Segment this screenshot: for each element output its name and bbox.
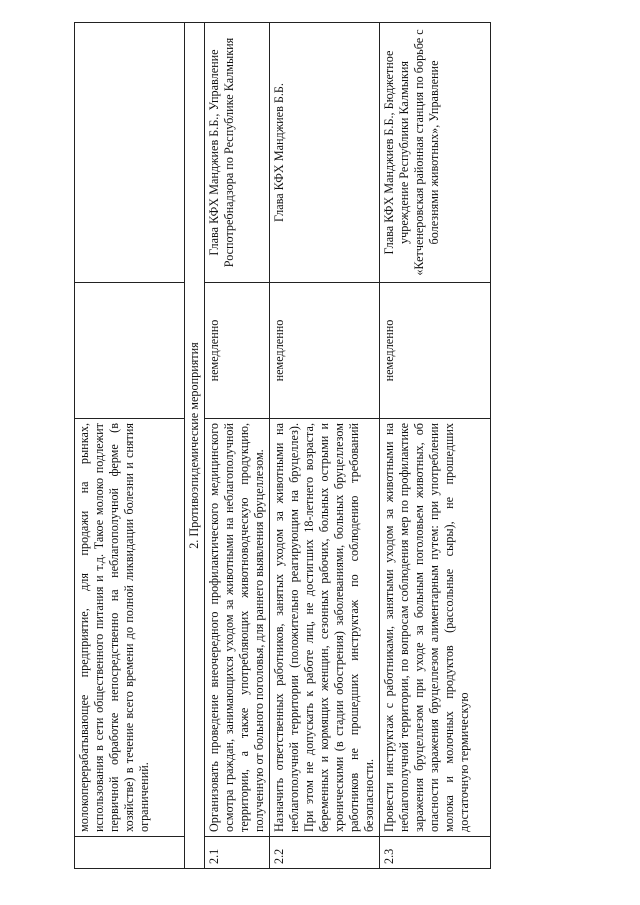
responsible-cell: [380, 23, 491, 283]
deadline: немедленно: [270, 283, 380, 419]
table-row: [205, 23, 270, 869]
measure-text-cell: [380, 419, 491, 837]
section-header-row: [185, 23, 205, 869]
deadline: немедленно: [380, 283, 491, 419]
deadline: немедленно: [205, 283, 270, 419]
row-number: 2.3: [380, 837, 491, 869]
row-number: 2.2: [270, 837, 380, 869]
deadline-cell: [75, 283, 185, 419]
measure-text: Организовать проведение внеочередного профилактического медицинского осмотра граждан, занимающихся уходом за животными на неблагополучной территории, а также употребляющих животноводческую продукцию, полученную от больного поголовья, для раннего выявления бруцеллезом.: [205, 419, 270, 837]
responsible: Глава КФХ Манджиев Б.Б., Управление Роспотребнадзора по Республике Калмыкия: [205, 23, 270, 283]
measure-text: Назначить ответственных работников, занятых уходом за животными на неблагополучной территории (положительно реагирующим на бруцеллез). При этом не допускать к работе лиц, не достигших 18-летнего возраста, беременных и кормящих женщин, сезонных рабочих, больных острыми и хроническими (в стадии обострения) заболеваниями, больных бруцеллезом работников не прошедших инструктаж по соблюдению требований безопасности.: [270, 419, 380, 837]
measure-text: Провести инструктаж с работниками, занятыми уходом за животными на неблагополучной территории, по вопросам соблюдения мер по профилактике заражения бруцеллезом при уходе за больным поголовьем животных, об опасности заражения бруцеллезом алиментарным путем: при употреблении молока и молочных продуктов (рассольные сыры), не прошедших достаточную термическую: [382, 423, 471, 832]
text-cell: [75, 419, 185, 837]
section-title: 2. Противоэпидемические мероприятия: [185, 23, 205, 869]
num-cell: [75, 837, 185, 869]
table-row: [270, 23, 380, 869]
responsible: Глава КФХ Манджиев Б.Б.: [270, 23, 380, 283]
table-row: [380, 23, 491, 869]
measures-table: [74, 22, 491, 869]
continuation-text: молокоперерабатывающее предприятие, для продажи на рынках, использования в сети общественного питания и т.д. Такое молоко подлежит первичной обработке непосредственно на неблагополучной ферме (в хозяйстве) в течение всего времени до полной ликвидации болезни и снятия ограничений.: [77, 423, 151, 832]
table-row-continuation: [75, 23, 185, 869]
responsible-cell: [75, 23, 185, 283]
row-number: 2.1: [205, 837, 270, 869]
responsible: Глава КФХ Манджиев Б.Б., Бюджетное учреждение Республики Калмыкия «Кетченеровская районная станция по борьбе с болезнями животных», Управление: [382, 29, 441, 276]
